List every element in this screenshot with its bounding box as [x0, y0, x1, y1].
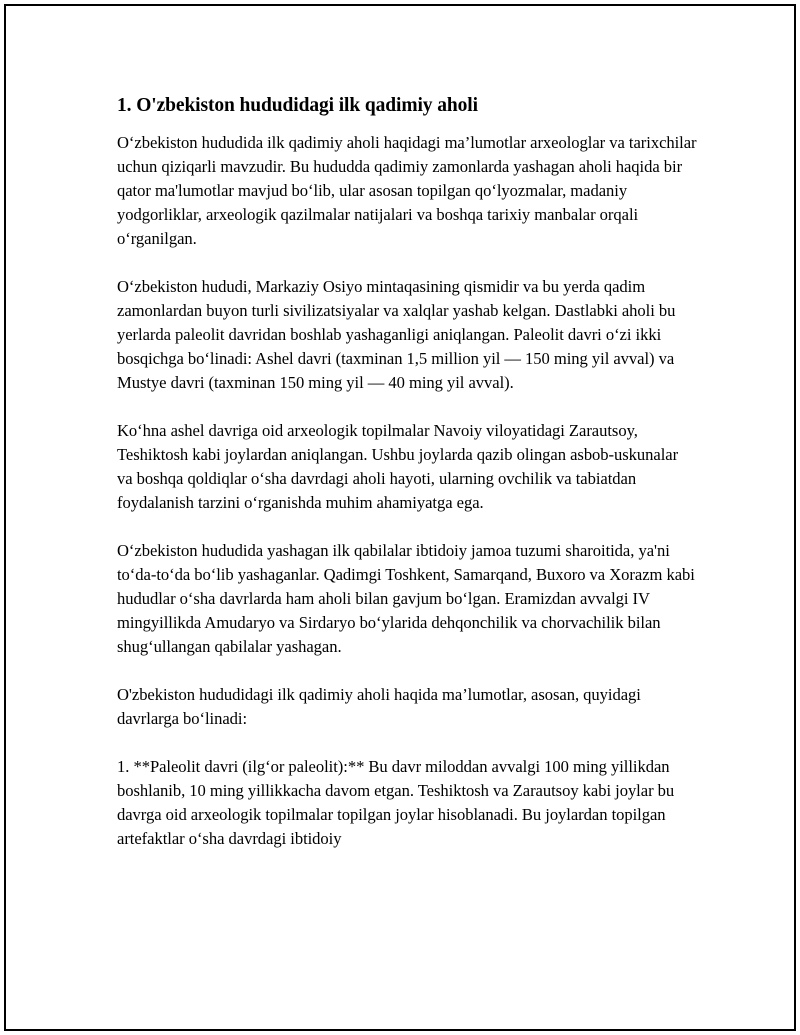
paragraph-intro: O‘zbekiston hududida ilk qadimiy aholi haqidagi ma’lumotlar arxeologlar va tarixchilar uchun qiziqarli mavzudir. Bu hududda qadimiy zamonlarda yashagan aholi haqida bir qator ma'lumotlar mavjud bo‘lib, ular asosan topilgan qo‘lyozmalar, madaniy yodgorliklar, arxeologik qazilmalar natijalari va boshqa tarixiy manbalar orqali o‘rganilgan.: [117, 133, 697, 248]
document-body: [117, 93, 697, 875]
paragraph-ashel-finds: Ko‘hna ashel davriga oid arxeologik topilmalar Navoiy viloyatidagi Zarautsoy, Teshiktosh kabi joylardan aniqlangan. Ushbu joylarda qazib olingan asbob-uskunalar va boshqa qoldiqlar o‘sha davrdagi aholi hayoti, ularning ovchilik va tabiatdan foydalanish tarzini o‘rganishda muhim ahamiyatga ega.: [117, 421, 679, 512]
paragraph-territory: O‘zbekiston hududi, Markaziy Osiyo mintaqasining qismidir va bu yerda qadim zamonlardan buyon turli sivilizatsiyalar va xalqlar yashab kelgan. Dastlabki aholi bu yerlarda paleolit davridan boshlab yashaganligi aniqlangan. Paleolit davri o‘zi ikki bosqichga bo‘linadi: Ashel davri (taxminan 1,5 million yil — 150 ming yil avval) va Mustye davri (taxminan 150 ming yil — 40 ming yil avval).: [117, 277, 676, 392]
paragraph-periods-intro: O'zbekiston hududidagi ilk qadimiy aholi haqida ma’lumotlar, asosan, quyidagi davrlarga bo‘linadi:: [117, 685, 641, 728]
paragraph-early-tribes: O‘zbekiston hududida yashagan ilk qabilalar ibtidoiy jamoa tuzumi sharoitida, ya'ni to‘da-to‘da bo‘lib yashaganlar. Qadimgi Toshkent, Samarqand, Buxoro va Xorazm kabi hududlar o‘sha davrlarda ham aholi bilan gavjum bo‘lgan. Eramizdan avvalgi IV mingyillikda Amudaryo va Sirdaryo bo‘ylarida dehqonchilik va chorvachilik bilan shug‘ullangan qabilalar yashagan.: [117, 541, 695, 656]
paragraph-paleolithic: 1. **Paleolit davri (ilg‘or paleolit):** Bu davr miloddan avvalgi 100 ming yillikdan boshlanib, 10 ming yillikkacha davom etgan. Teshiktosh va Zarautsoy kabi joylar bu davrga oid arxeologik topilmalar topilgan joylar hisoblanadi. Bu joylardan topilgan artefaktlar o‘sha davrdagi ibtidoiy: [117, 757, 675, 848]
section-heading: 1. O'zbekiston hududidagi ilk qadimiy aholi: [117, 95, 478, 116]
